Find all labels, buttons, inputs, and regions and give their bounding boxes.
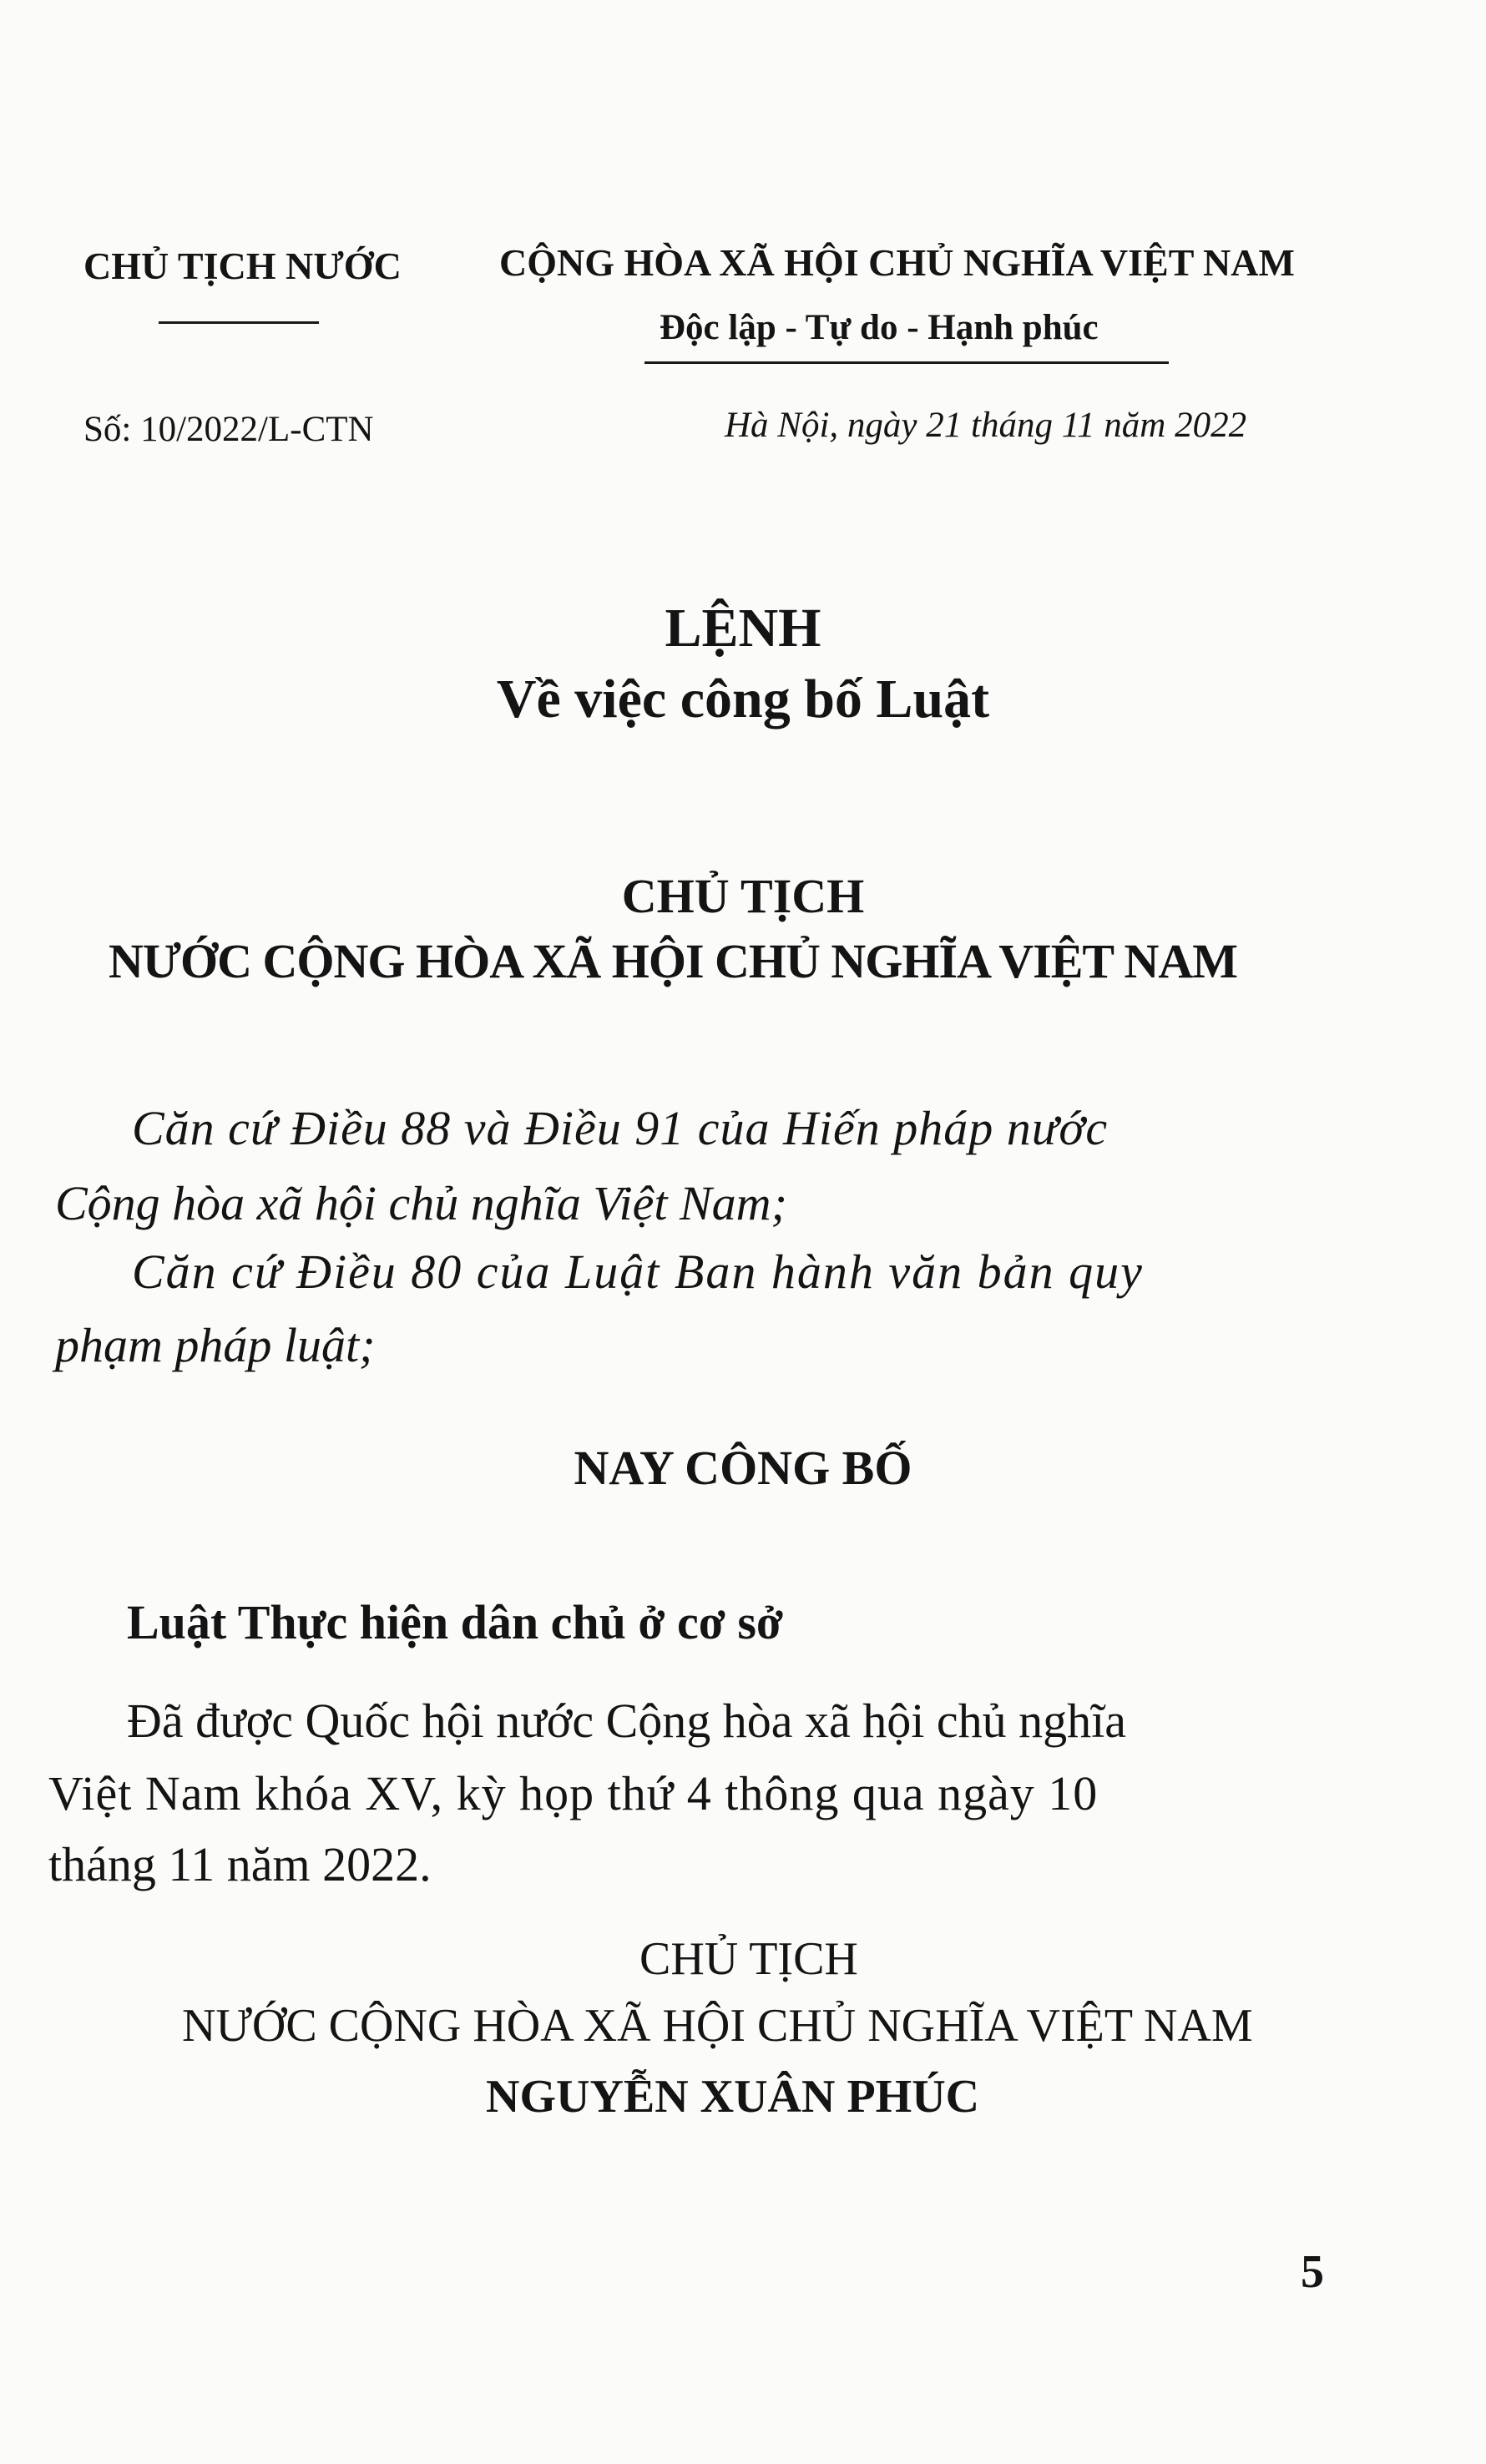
signature-title-1: CHỦ TỊCH xyxy=(639,1933,858,1985)
page-number: 5 xyxy=(1301,2246,1324,2298)
signer-name: NGUYỄN XUÂN PHÚC xyxy=(486,2071,980,2123)
header-left-rule xyxy=(159,321,319,324)
document-number: Số: 10/2022/L-CTN xyxy=(83,410,374,449)
preamble-1-line-1: Căn cứ Điều 88 và Điều 91 của Hiến pháp nước xyxy=(132,1101,1109,1155)
issuer-line-1: CHỦ TỊCH xyxy=(621,869,865,923)
header-motto-rule xyxy=(644,361,1169,364)
law-body-line-2: Việt Nam khóa XV, kỳ họp thứ 4 thông qua ngày 10 xyxy=(48,1766,1099,1820)
document-subtitle: Về việc công bố Luật xyxy=(496,669,990,730)
preamble-1-line-2: Cộng hòa xã hội chủ nghĩa Việt Nam; xyxy=(55,1176,787,1230)
signature-title-2: NƯỚC CỘNG HÒA XÃ HỘI CHỦ NGHĨA VIỆT NAM xyxy=(182,2000,1253,2052)
header-left-title: CHỦ TỊCH NƯỚC xyxy=(83,245,402,287)
place-date: Hà Nội, ngày 21 tháng 11 năm 2022 xyxy=(725,406,1247,445)
document-title: LỆNH xyxy=(665,598,821,659)
header-right-title: CỘNG HÒA XÃ HỘI CHỦ NGHĨA VIỆT NAM xyxy=(499,241,1295,284)
preamble-2-line-2: phạm pháp luật; xyxy=(55,1318,376,1372)
law-name: Luật Thực hiện dân chủ ở cơ sở xyxy=(127,1595,784,1649)
law-body-line-3: tháng 11 năm 2022. xyxy=(48,1837,432,1891)
law-body-line-1: Đã được Quốc hội nước Cộng hòa xã hội chủ nghĩa xyxy=(127,1694,1126,1748)
announce-heading: NAY CÔNG BỐ xyxy=(574,1441,912,1495)
issuer-line-2: NƯỚC CỘNG HÒA XÃ HỘI CHỦ NGHĨA VIỆT NAM xyxy=(109,934,1238,988)
header-motto: Độc lập - Tự do - Hạnh phúc xyxy=(660,308,1099,347)
preamble-2-line-1: Căn cứ Điều 80 của Luật Ban hành văn bản quy xyxy=(132,1245,1144,1299)
